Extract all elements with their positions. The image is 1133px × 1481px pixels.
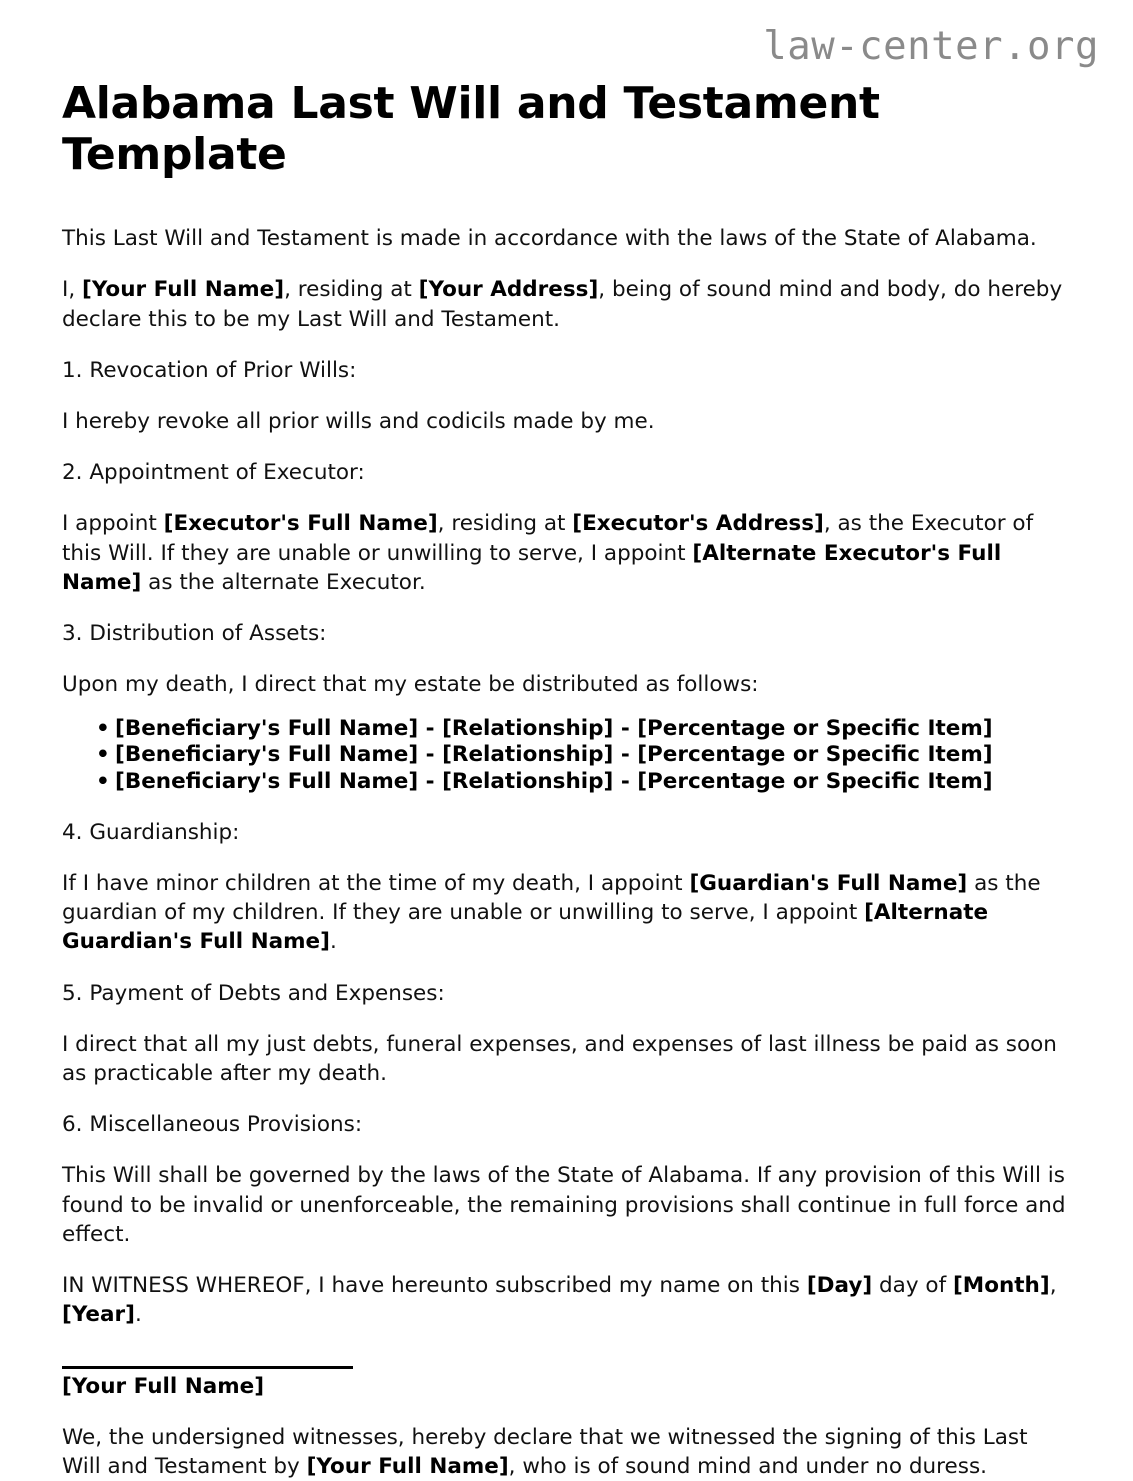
witness-statement-text-2: , who is of sound mind and under no duress. [508,1453,988,1479]
alternate-executor-placeholder: [Alternate Executor's Full Name] [62,540,1002,595]
section-5-body: I direct that all my just debts, funeral expenses, and expenses of last illness be paid as soon as practicable after my death. [62,1031,1057,1087]
section-6-body: This Will shall be governed by the laws of the State of Alabama. If any provision of this Will is found to be invalid or unenforceable, the remaining provisions shall continue in full force and effect. [62,1163,1066,1247]
executor-address-placeholder: [Executor's Address] [572,511,824,537]
witness-name-placeholder: [Your Full Name] [306,1453,509,1479]
executor-text-4: as the alternate Executor. [141,569,426,595]
day-placeholder: [Day] [806,1273,873,1299]
witness-clause-text-3: , [1049,1273,1057,1299]
witness-clause [62,1249,1071,1329]
guardian-text-3: . [329,929,337,955]
your-full-name-placeholder: [Your Full Name] [82,277,285,303]
site-watermark: law-center.org [763,24,1099,69]
section-6-heading: 6. Miscellaneous Provisions: [62,1112,363,1138]
alternate-guardian-placeholder: [Alternate Guardian's Full Name] [62,900,989,955]
executor-text-2: , residing at [437,511,573,537]
declaration-text-1: I, [62,277,83,303]
declaration-text-2: , residing at [284,277,419,303]
section-5-heading: 5. Payment of Debts and Expenses: [62,980,445,1006]
guardian-text-1: If I have minor children at the time of my death, I appoint [62,870,690,896]
signature-line [62,1366,353,1369]
beneficiary-list [62,700,1071,796]
intro-paragraph: This Last Will and Testament is made in accordance with the laws of the State of Alabama. [62,226,1037,252]
guardian-full-name-placeholder: [Guardian's Full Name] [689,870,968,896]
declaration-paragraph [62,253,1071,333]
year-placeholder: [Year] [62,1302,135,1328]
executor-full-name-placeholder: [Executor's Full Name] [163,511,438,537]
signature-block [62,1330,1071,1401]
list-item: • [Beneficiary's Full Name] - [Relationship] - [Percentage or Specific Item] [62,769,1071,796]
witness-clause-text-1: IN WITNESS WHEREOF, I have hereunto subscribed my name on this [62,1273,807,1299]
section-2-body [62,487,1071,597]
your-address-placeholder: [Your Address] [418,277,599,303]
witness-clause-text-4: . [134,1302,142,1328]
section-3-heading: 3. Distribution of Assets: [62,621,327,647]
signature-name-placeholder: [Your Full Name] [62,1373,265,1399]
section-3-lead: Upon my death, I direct that my estate be distributed as follows: [62,672,759,698]
witness-statement [62,1401,1071,1481]
section-4-heading: 4. Guardianship: [62,819,240,845]
witness-clause-text-2: day of [872,1273,953,1299]
section-2-heading: 2. Appointment of Executor: [62,460,365,486]
witness-statement-text-1: We, the undersigned witnesses, hereby declare that we witnessed the signing of this Last Will and Testament by [62,1424,1028,1479]
executor-text-1: I appoint [62,511,164,537]
page-title: Alabama Last Will and Testament Template [62,78,880,181]
section-1-body: I hereby revoke all prior wills and codicils made by me. [62,409,655,434]
list-item: • [Beneficiary's Full Name] - [Relationship] - [Percentage or Specific Item] [62,716,1071,743]
month-placeholder: [Month] [952,1273,1050,1299]
guardian-text-2: as the guardian of my children. If they are unable or unwilling to serve, I appoint [62,870,1041,926]
section-1-heading: 1. Revocation of Prior Wills: [62,357,357,383]
executor-text-3: , as the Executor of this Will. If they are unable or unwilling to serve, I appoint [62,511,1034,566]
declaration-text-3: , being of sound mind and body, do hereby declare this to be my Last Will and Testament. [62,277,1063,332]
list-item: • [Beneficiary's Full Name] - [Relationship] - [Percentage or Specific Item] [62,742,1071,769]
section-4-body [62,847,1071,957]
